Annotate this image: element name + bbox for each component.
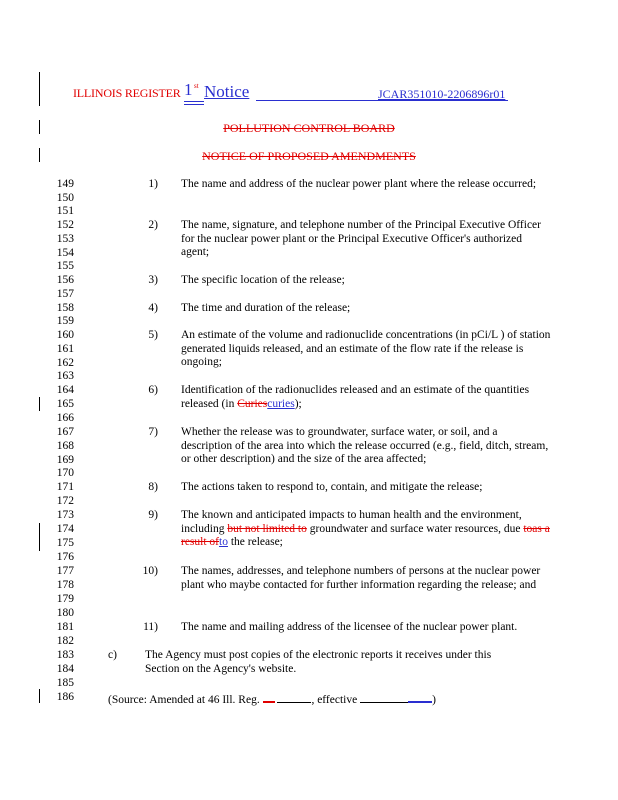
inserted-text: curies xyxy=(267,397,295,410)
line-number: 178 xyxy=(56,579,74,591)
item-number: 8) xyxy=(148,481,158,493)
line-number: 158 xyxy=(56,302,74,314)
item-text: The specific location of the release; xyxy=(181,274,345,286)
line-number: 174 xyxy=(56,523,74,535)
item-text: The actions taken to respond to, contain, and mitigate the release; xyxy=(181,481,483,493)
item-text-part: The known and anticipated impacts to human health and the environment, including xyxy=(181,509,522,535)
source-note xyxy=(108,691,436,706)
issue-number-suffix: st xyxy=(194,82,199,90)
effective-date-inserted-blank xyxy=(408,691,432,703)
header-double-underline xyxy=(184,104,204,105)
item-text xyxy=(181,384,551,411)
line-number: 165 xyxy=(56,398,74,410)
line-number: 186 xyxy=(56,691,74,703)
item-number: 9) xyxy=(148,509,158,521)
item-text-part: Identification of the radionuclides released and an estimate of the quantities released (in xyxy=(181,384,530,410)
change-bar xyxy=(39,523,40,551)
line-number: 183 xyxy=(56,649,74,661)
item-number: 2) xyxy=(148,219,158,231)
subsection-text: The Agency must post copies of the electronic reports it receives under this Section on the Agency's website. xyxy=(145,649,492,675)
header-double-underline xyxy=(184,101,204,102)
board-title: POLLUTION CONTROL BOARD xyxy=(223,121,395,135)
line-number: 157 xyxy=(56,288,74,300)
line-number: 185 xyxy=(56,677,74,689)
line-number: 159 xyxy=(56,315,74,327)
item-text-part: groundwater and surface water resources, due xyxy=(306,522,524,535)
item-text: The names, addresses, and telephone numbers of persons at the nuclear power plant who maybe contacted for further information regarding the release; and xyxy=(181,565,541,591)
line-number: 170 xyxy=(56,467,74,479)
line-number: 181 xyxy=(56,621,74,633)
item-text: The name and mailing address of the licensee of the nuclear power plant. xyxy=(181,621,518,633)
line-number: 176 xyxy=(56,551,74,563)
source-note-middle: , effective xyxy=(311,694,361,706)
line-number: 151 xyxy=(56,205,74,217)
item-number: 10) xyxy=(142,565,158,577)
deleted-text: but not limited to xyxy=(227,522,307,535)
notice-title: NOTICE OF PROPOSED AMENDMENTS xyxy=(202,149,416,163)
item-number: 4) xyxy=(148,302,158,314)
item-text: The time and duration of the release; xyxy=(181,302,351,314)
source-note-prefix: (Source: Amended at 46 Ill. Reg. xyxy=(108,694,263,706)
item-text: Whether the release was to groundwater, surface water, or soil, and a description of the area into which the release occurred (e.g., field, ditch, stream, or other description) and the size of the area affected; xyxy=(181,426,549,466)
item-number: 3) xyxy=(148,274,158,286)
effective-date-blank xyxy=(360,692,408,703)
line-number: 173 xyxy=(56,509,74,521)
line-number: 155 xyxy=(56,260,74,272)
change-bar xyxy=(39,689,40,703)
item-number: 11) xyxy=(143,621,158,633)
line-number: 184 xyxy=(56,663,74,675)
item-text xyxy=(181,509,551,550)
issue-number: 1 xyxy=(184,80,193,99)
register-number-blank xyxy=(263,691,275,703)
line-number: 182 xyxy=(56,635,74,647)
item-number: 1) xyxy=(148,178,158,190)
line-number: 167 xyxy=(56,426,74,438)
line-number: 152 xyxy=(56,219,74,231)
item-text-part: ); xyxy=(294,397,302,410)
item-number: 5) xyxy=(148,329,158,341)
change-bar xyxy=(39,397,40,411)
jcar-id: JCAR351010-2206896r01 xyxy=(378,87,506,101)
notice-label: Notice xyxy=(204,82,250,101)
line-number: 175 xyxy=(56,537,74,549)
line-number: 150 xyxy=(56,192,74,204)
line-number: 180 xyxy=(56,607,74,619)
line-number: 154 xyxy=(56,247,74,259)
item-number: 6) xyxy=(148,384,158,396)
line-number: 160 xyxy=(56,329,74,341)
line-number: 166 xyxy=(56,412,74,424)
source-note-suffix: ) xyxy=(432,694,436,706)
line-number: 163 xyxy=(56,370,74,382)
line-number: 149 xyxy=(56,178,74,190)
item-text: The name and address of the nuclear power plant where the release occurred; xyxy=(181,178,537,190)
line-number: 177 xyxy=(56,565,74,577)
change-bar xyxy=(39,72,40,106)
line-number: 169 xyxy=(56,454,74,466)
deleted-text: Curies xyxy=(237,397,268,410)
line-number: 164 xyxy=(56,384,74,396)
line-number: 179 xyxy=(56,593,74,605)
item-number: 7) xyxy=(148,426,158,438)
subsection-label: c) xyxy=(108,649,117,661)
line-number: 156 xyxy=(56,274,74,286)
line-number: 153 xyxy=(56,233,74,245)
item-text-part: the release; xyxy=(227,536,283,549)
register-heading: ILLINOIS REGISTER xyxy=(73,86,181,100)
inserted-text: to xyxy=(219,536,228,549)
item-text: An estimate of the volume and radionuclide concentrations (in pCi/L ) of station generated liquids released, and an estimate of the flow rate if the release is ongoing; xyxy=(181,329,551,369)
line-number: 172 xyxy=(56,495,74,507)
line-number: 168 xyxy=(56,440,74,452)
line-number: 161 xyxy=(56,343,74,355)
line-number: 171 xyxy=(56,481,74,493)
item-text: The name, signature, and telephone number of the Principal Executive Officer for the nuclear power plant or the Principal Executive Officer's authorized agent; xyxy=(181,219,541,259)
register-page-blank xyxy=(277,692,311,703)
deleted-text: toas a result of xyxy=(181,522,550,549)
line-number: 162 xyxy=(56,357,74,369)
